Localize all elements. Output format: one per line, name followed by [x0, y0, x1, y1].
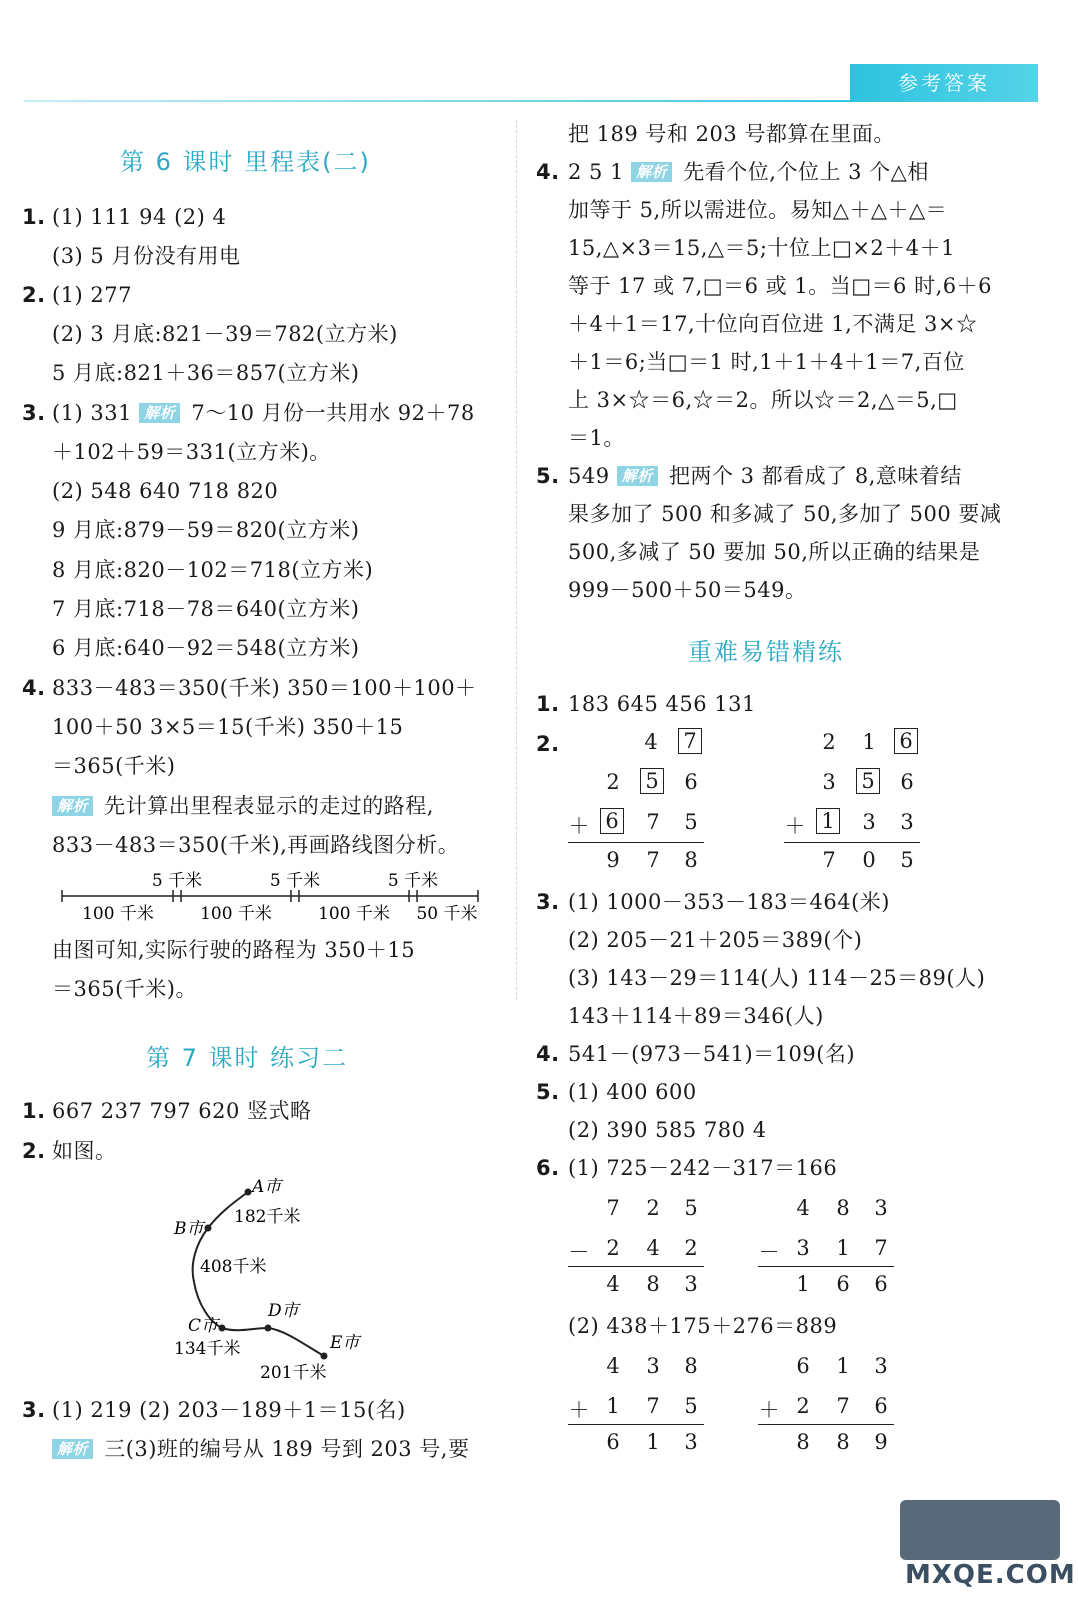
route-bottom-label: 50 千米 — [416, 904, 478, 924]
calc-digit: 6 — [684, 770, 698, 794]
distance-label: 408千米 — [200, 1257, 267, 1277]
e6-number: 6. — [536, 1156, 560, 1180]
r-q5-line-4: 999－500＋50＝549。 — [568, 578, 807, 602]
e6-line-2: (2) 438＋175＋276＝889 — [568, 1314, 838, 1338]
calc-rule — [568, 1424, 704, 1425]
calc-digit: 6 — [874, 1394, 888, 1418]
q4-line-1: 833－483＝350(千米) 350＝100＋100＋ — [52, 676, 477, 700]
city-label: B市 — [174, 1219, 204, 1239]
r-q4-analysis: 先看个位,个位上 3 个△相 — [676, 160, 929, 184]
route-top-label: 5 千米 — [151, 871, 203, 891]
city-label: E市 — [330, 1333, 360, 1353]
calc-digit: 4 — [606, 1272, 620, 1296]
calc-rule — [568, 842, 704, 843]
calc-box-digit: 7 — [678, 728, 702, 754]
calc-digit: 1 — [862, 730, 876, 754]
city-route-map — [160, 1170, 390, 1390]
calc-digit: 1 — [836, 1354, 850, 1378]
p3-line-1: (1) 219 (2) 203－189＋1＝15(名) — [52, 1398, 406, 1422]
vertical-calc-e — [568, 1352, 708, 1462]
p1-number: 1. — [22, 1099, 46, 1123]
calc-rule — [568, 1266, 704, 1267]
calc-digit: 4 — [646, 1236, 660, 1260]
calc-digit: 6 — [900, 770, 914, 794]
q3-line-1 — [52, 399, 475, 427]
calc-digit: 7 — [646, 1394, 660, 1418]
calc-digit: 7 — [874, 1236, 888, 1260]
section-title-practice: 重难易错精练 — [688, 638, 844, 666]
calc-digit: 2 — [822, 730, 836, 754]
calc-digit: 8 — [684, 848, 698, 872]
r-q4-line-4: 等于 17 或 7,□＝6 或 1。当□＝6 时,6＋6 — [568, 274, 992, 298]
distance-label: 182千米 — [234, 1207, 301, 1227]
r-q4-line-7: 上 3×☆＝6,☆＝2。所以☆＝2,△＝5,□ — [568, 388, 958, 412]
r-q4-line-6: ＋1＝6;当□＝1 时,1＋1＋4＋1＝7,百位 — [568, 350, 965, 374]
calc-digit: 2 — [606, 1236, 620, 1260]
e4-number: 4. — [536, 1042, 560, 1066]
q3-line-7: 6 月底:640－92＝548(立方米) — [52, 636, 360, 660]
calc-digit: 7 — [646, 810, 660, 834]
p2-line-1: 如图。 — [52, 1139, 117, 1163]
analysis-tag: 解析 — [617, 466, 658, 486]
calc-operator: ＋ — [784, 814, 806, 838]
route-top-label: 5 千米 — [269, 871, 321, 891]
calc-digit: 3 — [684, 1430, 698, 1454]
calc-box-digit: 5 — [640, 768, 664, 794]
q3-line-4: 9 月底:879－59＝820(立方米) — [52, 518, 360, 542]
calc-box-digit: 6 — [894, 728, 918, 754]
p3-analysis: 三(3)班的编号从 189 号到 203 号,要 — [97, 1437, 470, 1461]
q3-analysis: 7～10 月份一共用水 92＋78 — [184, 401, 475, 425]
analysis-tag: 解析 — [139, 403, 180, 423]
calc-operator: ＋ — [758, 1398, 780, 1422]
r-q4-number: 4. — [536, 160, 560, 184]
calc-box-digit: 6 — [600, 808, 624, 834]
calc-digit: 7 — [606, 1196, 620, 1220]
vertical-calc-a — [568, 728, 708, 878]
calc-box-digit: 1 — [816, 808, 840, 834]
q3-answer: (1) 331 — [52, 401, 140, 425]
calc-rule — [758, 1424, 894, 1425]
calc-digit: 7 — [836, 1394, 850, 1418]
calc-digit: 2 — [796, 1394, 810, 1418]
q2-line-3: 5 月底:821＋36＝857(立方米) — [52, 361, 360, 385]
route-bottom-label: 100 千米 — [200, 904, 272, 924]
q1-number: 1. — [22, 205, 46, 229]
route-line-diagram — [60, 868, 480, 924]
calc-digit: 6 — [606, 1430, 620, 1454]
r-q5-line-2: 果多加了 500 和多减了 50,多加了 500 要减 — [568, 502, 1002, 526]
q4-analysis: 先计算出里程表显示的走过的路程, — [97, 794, 434, 818]
p3-line-2 — [52, 1435, 469, 1463]
calc-digit: 5 — [900, 848, 914, 872]
header-rule — [24, 100, 854, 102]
calc-digit: 1 — [606, 1394, 620, 1418]
vertical-calc-b — [784, 728, 924, 878]
calc-digit: 6 — [836, 1272, 850, 1296]
distance-label: 134千米 — [174, 1339, 241, 1359]
e1-line-1: 183 645 456 131 — [568, 692, 756, 716]
e5-line-1: (1) 400 600 — [568, 1080, 697, 1104]
e5-line-2: (2) 390 585 780 4 — [568, 1118, 767, 1142]
p3-number: 3. — [22, 1398, 46, 1422]
p2-number: 2. — [22, 1139, 46, 1163]
r-q4-line-5: ＋4＋1＝17,十位向百位进 1,不满足 3×☆ — [568, 312, 978, 336]
r-q5-line-1 — [568, 462, 962, 490]
calc-digit: 3 — [900, 810, 914, 834]
calc-operator: － — [758, 1240, 780, 1264]
vertical-calc-f — [758, 1352, 898, 1462]
e1-number: 1. — [536, 692, 560, 716]
calc-digit: 8 — [836, 1430, 850, 1454]
q2-line-1: (1) 277 — [52, 283, 133, 307]
calc-digit: 1 — [646, 1430, 660, 1454]
calc-digit: 2 — [684, 1236, 698, 1260]
calc-digit: 3 — [822, 770, 836, 794]
calc-digit: 6 — [874, 1272, 888, 1296]
route-bottom-label: 100 千米 — [318, 904, 390, 924]
city-label: C市 — [188, 1316, 219, 1336]
e3-number: 3. — [536, 890, 560, 914]
calc-digit: 4 — [644, 730, 658, 754]
r-q5-analysis: 把两个 3 都看成了 8,意味着结 — [661, 464, 962, 488]
calc-rule — [784, 842, 920, 843]
q4-line-3: ＝365(千米) — [52, 754, 176, 778]
q4-line-5: 833－483＝350(千米),再画路线图分析。 — [52, 833, 460, 857]
q1-line-2: (3) 5 月份没有用电 — [52, 244, 241, 268]
r-q5-answer: 549 — [568, 464, 617, 488]
calc-digit: 1 — [836, 1236, 850, 1260]
calc-box-digit: 5 — [856, 768, 880, 794]
r-q5-line-3: 500,多减了 50 要加 50,所以正确的结果是 — [568, 540, 981, 564]
column-divider — [516, 120, 517, 1000]
calc-digit: 3 — [796, 1236, 810, 1260]
r-q4-line-3: 15,△×3＝15,△＝5;十位上□×2＋4＋1 — [568, 236, 956, 260]
q3-line-2: ＋102＋59＝331(立方米)。 — [52, 440, 331, 464]
analysis-tag: 解析 — [631, 162, 672, 182]
calc-digit: 3 — [862, 810, 876, 834]
header-badge: 参考答案 — [850, 64, 1038, 102]
analysis-tag: 解析 — [52, 796, 93, 816]
q3-line-6: 7 月底:718－78＝640(立方米) — [52, 597, 360, 621]
e3-line-3: (3) 143－29＝114(人) 114－25＝89(人) — [568, 966, 986, 990]
calc-digit: 4 — [796, 1196, 810, 1220]
q4-line-6: 由图可知,实际行驶的路程为 350＋15 — [52, 938, 416, 962]
q3-number: 3. — [22, 401, 46, 425]
calc-digit: 3 — [874, 1196, 888, 1220]
calc-digit: 9 — [606, 848, 620, 872]
route-top-label: 5 千米 — [387, 871, 439, 891]
calc-digit: 2 — [606, 770, 620, 794]
calc-digit: 3 — [684, 1272, 698, 1296]
e4-line-1: 541－(973－541)＝109(名) — [568, 1042, 856, 1066]
continued-line: 把 189 号和 203 号都算在里面。 — [568, 122, 895, 146]
calc-operator: ＋ — [568, 1398, 590, 1422]
vertical-calc-c — [568, 1194, 708, 1304]
e3-line-4: 143＋114＋89＝346(人) — [568, 1004, 824, 1028]
vertical-calc-d — [758, 1194, 898, 1304]
q2-number: 2. — [22, 283, 46, 307]
calc-digit: 8 — [646, 1272, 660, 1296]
calc-digit: 5 — [684, 810, 698, 834]
section-title-lesson-6: 第 6 课时 里程表(二) — [120, 148, 371, 176]
calc-rule — [758, 1266, 894, 1267]
calc-digit: 6 — [796, 1354, 810, 1378]
calc-digit: 3 — [646, 1354, 660, 1378]
calc-digit: 1 — [796, 1272, 810, 1296]
q1-line-1: (1) 111 94 (2) 4 — [52, 205, 227, 229]
calc-digit: 7 — [822, 848, 836, 872]
calc-digit: 4 — [606, 1354, 620, 1378]
calc-digit: 8 — [796, 1430, 810, 1454]
r-q4-answer: 2 5 1 — [568, 160, 632, 184]
r-q4-line-8: ＝1。 — [568, 426, 625, 450]
watermark-logo — [900, 1500, 1060, 1560]
e3-line-2: (2) 205－21＋205＝389(个) — [568, 928, 863, 952]
r-q5-number: 5. — [536, 464, 560, 488]
calc-operator: ＋ — [568, 814, 590, 838]
route-bottom-label: 100 千米 — [82, 904, 154, 924]
q4-line-4 — [52, 792, 434, 820]
distance-label: 201千米 — [260, 1363, 327, 1383]
q4-number: 4. — [22, 676, 46, 700]
city-label: D市 — [268, 1301, 299, 1321]
calc-digit: 2 — [646, 1196, 660, 1220]
calc-digit: 5 — [684, 1196, 698, 1220]
calc-digit: 8 — [836, 1196, 850, 1220]
e3-line-1: (1) 1000－353－183＝464(米) — [568, 890, 890, 914]
calc-digit: 0 — [862, 848, 876, 872]
q2-line-2: (2) 3 月底:821－39＝782(立方米) — [52, 322, 398, 346]
e2-number: 2. — [536, 732, 560, 756]
p1-line-1: 667 237 797 620 竖式略 — [52, 1099, 312, 1123]
q3-line-5: 8 月底:820－102＝718(立方米) — [52, 558, 374, 582]
calc-operator: － — [568, 1240, 590, 1264]
q4-line-2: 100＋50 3×5＝15(千米) 350＋15 — [52, 715, 404, 739]
calc-digit: 8 — [684, 1354, 698, 1378]
calc-digit: 3 — [874, 1354, 888, 1378]
r-q4-line-2: 加等于 5,所以需进位。易知△＋△＋△＝ — [568, 198, 948, 222]
calc-digit: 7 — [646, 848, 660, 872]
watermark-text: MXQE.COM — [905, 1560, 1076, 1590]
calc-digit: 9 — [874, 1430, 888, 1454]
city-label: A市 — [252, 1177, 282, 1197]
calc-digit: 5 — [684, 1394, 698, 1418]
analysis-tag: 解析 — [52, 1439, 93, 1459]
section-title-lesson-7: 第 7 课时 练习二 — [146, 1044, 349, 1072]
q3-line-3: (2) 548 640 718 820 — [52, 479, 279, 503]
e5-number: 5. — [536, 1080, 560, 1104]
e6-line-1: (1) 725－242－317＝166 — [568, 1156, 838, 1180]
q4-line-7: ＝365(千米)。 — [52, 977, 197, 1001]
r-q4-line-1 — [568, 158, 929, 186]
